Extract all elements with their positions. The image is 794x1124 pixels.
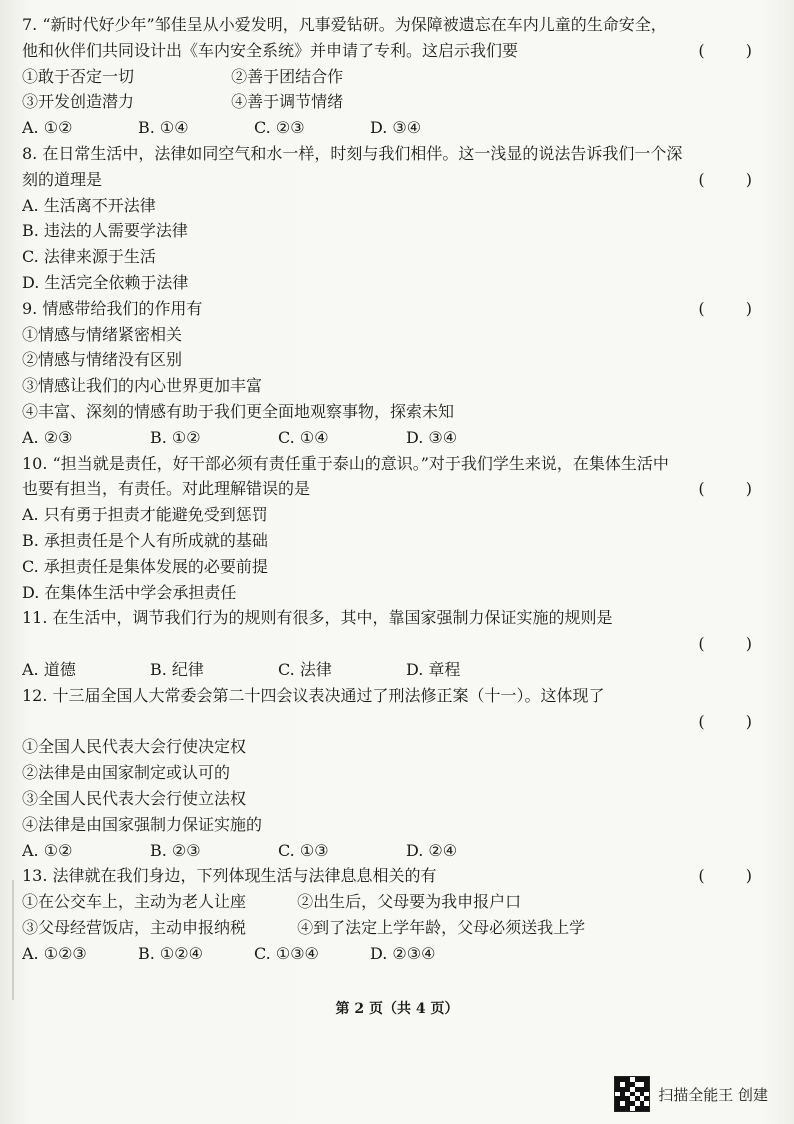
q10-stem-line-2 [22, 476, 770, 502]
q13-items-row-1 [22, 889, 770, 915]
q13-choice-d[interactable]: D. ②③④ [370, 943, 436, 963]
q13-choice-c[interactable]: C. ①③④ [254, 943, 319, 963]
q9-choice-a[interactable]: A. ②③ [22, 427, 73, 447]
q8-stem-line-2 [22, 167, 770, 193]
page-number: 第 2 页（共 4 页） [335, 1001, 459, 1017]
q12-item-4: ④法律是由国家强制力保证实施的 [22, 814, 263, 834]
q12-item-3: ③全国人民代表大会行使立法权 [22, 788, 247, 808]
q7-stem-line-1: 7. “新时代好少年”邹佳呈从小爱发明，凡事爱钻研。为保障被遗忘在车内儿童的生命安全， [22, 15, 667, 34]
q9-item-1: ①情感与情绪紧密相关 [22, 324, 183, 344]
q11-choice-b[interactable]: B. 纪律 [150, 659, 204, 679]
q12-choice-b[interactable]: B. ②③ [150, 840, 201, 860]
q12-answer-blank[interactable]: ( ) [698, 711, 770, 731]
q10-choice-d[interactable]: D. 在集体生活中学会承担责任 [22, 582, 237, 602]
scanner-watermark [614, 1076, 768, 1112]
q12-choice-c[interactable]: C. ①③ [278, 840, 329, 860]
q7-choice-c[interactable]: C. ②③ [254, 118, 305, 138]
q9-stem-line [22, 296, 770, 322]
q12-choice-d[interactable]: D. ②④ [406, 840, 458, 860]
question-list [22, 12, 770, 966]
q8-choice-b[interactable]: B. 违法的人需要学法律 [22, 221, 188, 241]
q8-stem-line-1: 8. 在日常生活中，法律如同空气和水一样，时刻与我们相伴。这一浅显的说法告诉我们一个深 [22, 143, 683, 163]
q12-stem-line: 12. 十三届全国人大常委会第二十四会议表决通过了刑法修正案（十一）。这体现了 [22, 685, 605, 705]
q13-choices [22, 941, 770, 967]
q9-item-3: ③情感让我们的内心世界更加丰富 [22, 376, 263, 396]
q7-item-4: ④善于调节情绪 [231, 92, 344, 112]
q12-paren-line [22, 709, 770, 735]
q10-choice-b[interactable]: B. 承担责任是个人有所成就的基础 [22, 530, 268, 550]
q8-choice-a[interactable]: A. 生活离不开法律 [22, 195, 156, 215]
q7-choices [22, 115, 770, 141]
q8-choice-c[interactable]: C. 法律来源于生活 [22, 247, 156, 267]
q7-choice-a[interactable]: A. ①② [22, 118, 73, 138]
q9-choices [22, 425, 770, 451]
q13-choice-b[interactable]: B. ①②④ [138, 943, 203, 963]
q8-answer-blank[interactable]: ( ) [698, 169, 770, 189]
q7-stem-line-2 [22, 38, 770, 64]
q13-stem-text: 13. 法律就在我们身边，下列体现生活与法律息息相关的有 [22, 866, 437, 886]
scanner-watermark-text: 扫描全能王 创建 [658, 1085, 768, 1104]
q11-paren-line [22, 631, 770, 657]
q13-choice-a[interactable]: A. ①②③ [22, 943, 87, 963]
q8-stem-text: 刻的道理是 [22, 169, 103, 189]
q13-answer-blank[interactable]: ( ) [698, 866, 770, 886]
q9-choice-c[interactable]: C. ①④ [278, 427, 329, 447]
q10-answer-blank[interactable]: ( ) [698, 479, 770, 499]
q10-choice-a[interactable]: A. 只有勇于担责才能避免受到惩罚 [22, 505, 268, 525]
q7-choice-b[interactable]: B. ①④ [138, 118, 189, 138]
q13-item-3: ③父母经营饭店，主动申报纳税 [22, 917, 247, 937]
q9-stem-text: 9. 情感带给我们的作用有 [22, 298, 203, 318]
q10-choice-c[interactable]: C. 承担责任是集体发展的必要前提 [22, 556, 268, 576]
q7-items-row-2 [22, 89, 770, 115]
q7-item-1: ①敢于否定一切 [22, 66, 135, 86]
q7-answer-blank[interactable]: ( ) [698, 40, 770, 60]
q13-items-row-2 [22, 915, 770, 941]
q11-choice-a[interactable]: A. 道德 [22, 659, 76, 679]
q13-stem-line [22, 863, 770, 889]
q13-item-1: ①在公交车上，主动为老人让座 [22, 892, 247, 912]
q11-choice-d[interactable]: D. 章程 [406, 659, 461, 679]
q12-item-1: ①全国人民代表大会行使决定权 [22, 737, 247, 757]
q11-choices [22, 657, 770, 683]
q7-choice-d[interactable]: D. ③④ [370, 118, 422, 138]
q10-stem-line-1: 10. “担当就是责任，好干部必须有责任重于泰山的意识。”对于我们学生来说，在集体生活中 [22, 453, 669, 473]
scan-edge-mark [12, 880, 14, 1000]
q11-stem-line: 11. 在生活中，调节我们行为的规则有很多，其中，靠国家强制力保证实施的规则是 [22, 608, 613, 628]
q10-stem-text: 也要有担当，有责任。对此理解错误的是 [22, 479, 311, 499]
q9-choice-d[interactable]: D. ③④ [406, 427, 458, 447]
q9-answer-blank[interactable]: ( ) [698, 298, 770, 318]
q7-item-2: ②善于团结合作 [231, 66, 344, 86]
q11-choice-c[interactable]: C. 法律 [278, 659, 332, 679]
q7-stem-text: 他和伙伴们共同设计出《车内安全系统》并申请了专利。这启示我们要 [22, 40, 519, 60]
q13-item-2: ②出生后，父母要为我申报户口 [297, 892, 522, 912]
q12-choices [22, 838, 770, 864]
q7-items-row-1 [22, 64, 770, 90]
q9-item-2: ②情感与情绪没有区别 [22, 350, 183, 370]
q9-choice-b[interactable]: B. ①② [150, 427, 201, 447]
q8-choice-d[interactable]: D. 生活完全依赖于法律 [22, 272, 189, 292]
qr-code-icon [614, 1076, 650, 1112]
q12-choice-a[interactable]: A. ①② [22, 840, 73, 860]
q12-item-2: ②法律是由国家制定或认可的 [22, 763, 231, 783]
q7-item-3: ③开发创造潜力 [22, 92, 135, 112]
q13-item-4: ④到了法定上学年龄，父母必须送我上学 [297, 917, 586, 937]
q11-answer-blank[interactable]: ( ) [698, 634, 770, 654]
q9-item-4: ④丰富、深刻的情感有助于我们更全面地观察事物，探索未知 [22, 401, 455, 421]
